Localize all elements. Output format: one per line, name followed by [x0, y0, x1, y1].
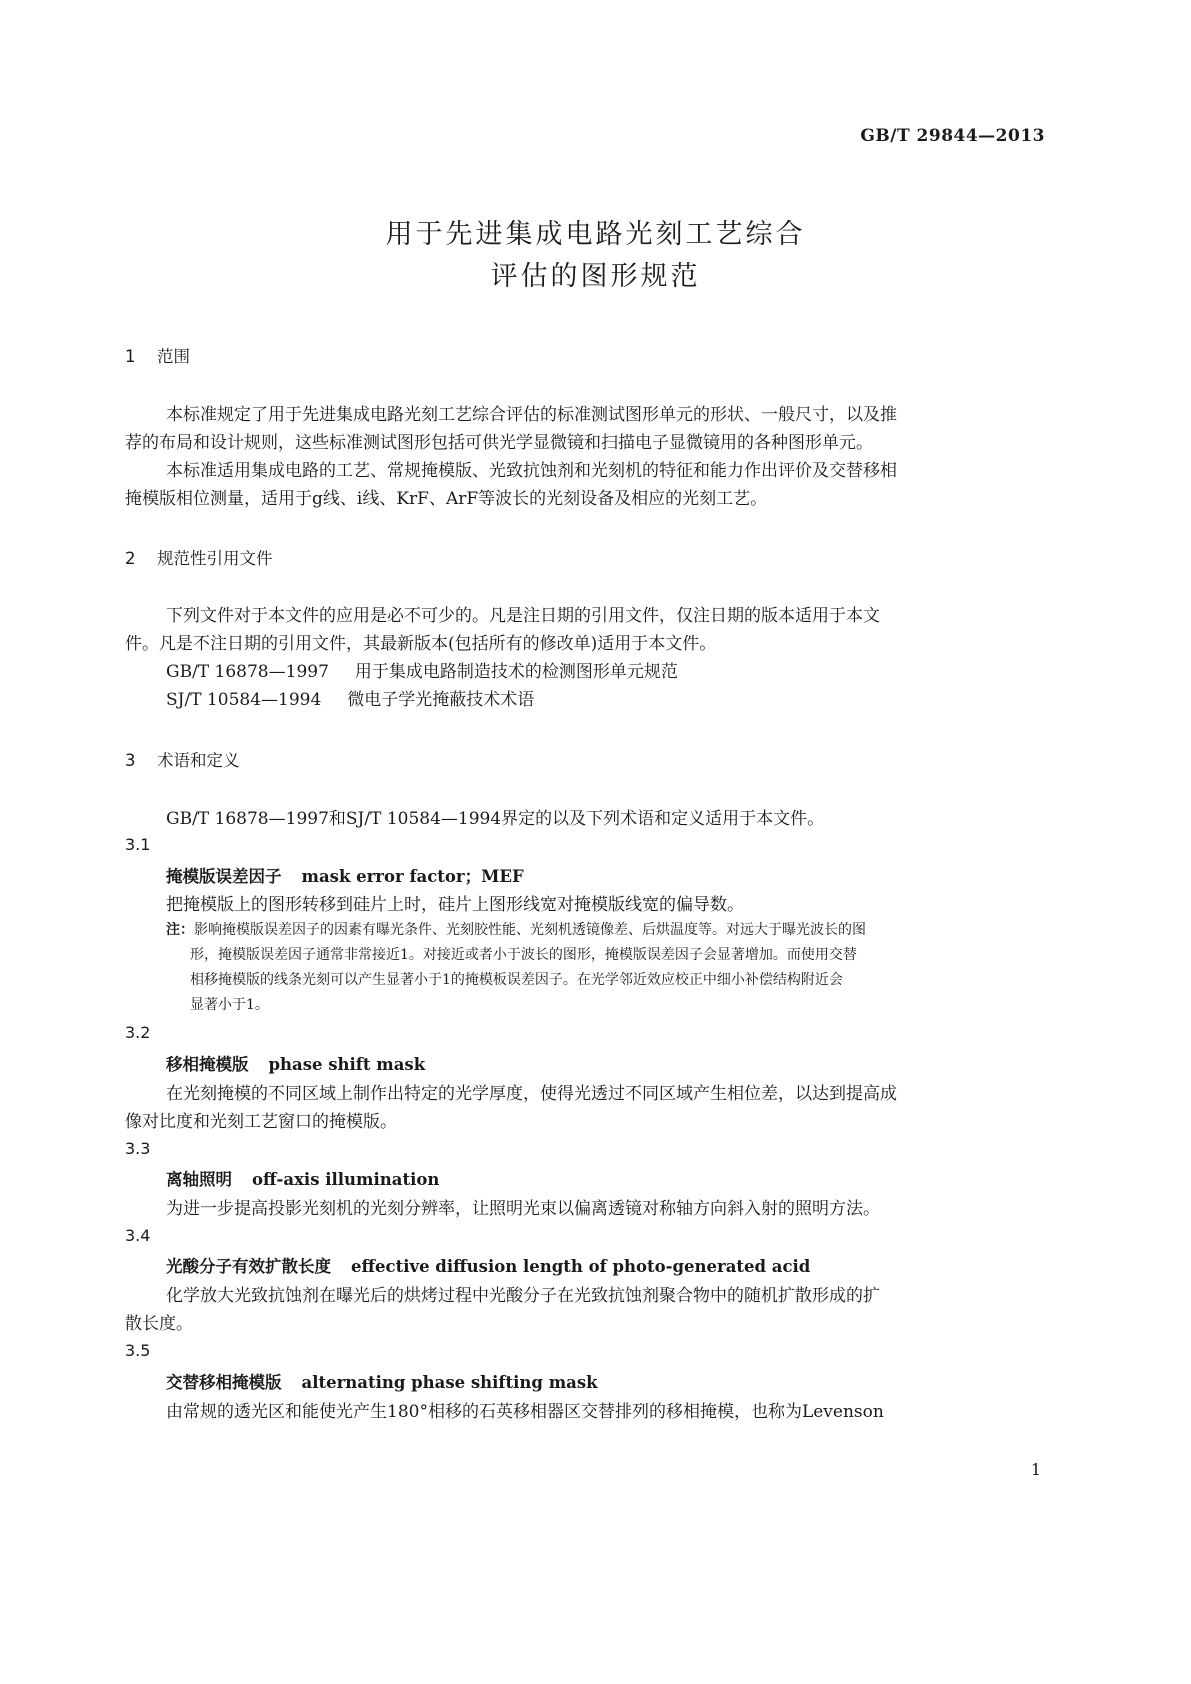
normative-reference	[166, 685, 534, 710]
section-number: 3	[125, 751, 136, 770]
term-definition: 在光刻掩模的不同区域上制作出特定的光学厚度，使得光透过不同区域产生相位差，以达到提高成	[166, 1084, 897, 1104]
document-title-line-2: 评估的图形规范	[490, 261, 701, 292]
term-english: off-axis illumination	[252, 1170, 440, 1189]
term-chinese: 交替移相掩模版	[166, 1373, 282, 1392]
term-number: 3.2	[125, 1023, 151, 1042]
term-heading	[166, 1051, 425, 1075]
normative-reference	[166, 657, 678, 682]
term-heading	[166, 1166, 439, 1190]
paragraph-line: 下列文件对于本文件的应用是必不可少的。凡是注日期的引用文件，仅注日期的版本适用于本文	[166, 606, 880, 626]
term-heading	[166, 1369, 598, 1393]
note-line: 形，掩模版误差因子通常非常接近1。对接近或者小于波长的图形，掩模版误差因子会显著增加。而使用交替	[190, 947, 857, 963]
section-2-heading	[125, 545, 273, 569]
section-1-heading	[125, 343, 190, 367]
reference-code: GB/T 16878—1997	[166, 662, 329, 682]
note	[166, 918, 866, 943]
term-definition: 散长度。	[125, 1314, 193, 1334]
term-chinese: 移相掩模版	[166, 1055, 249, 1074]
term-heading	[166, 1253, 810, 1277]
term-number: 3.3	[125, 1139, 151, 1158]
paragraph-line: 荐的布局和设计规则，这些标准测试图形包括可供光学显微镜和扫描电子显微镜用的各种图形单元。	[125, 433, 873, 453]
reference-title: 微电子学光掩蔽技术术语	[347, 690, 535, 710]
term-definition: 化学放大光致抗蚀剂在曝光后的烘烤过程中光酸分子在光致抗蚀剂聚合物中的随机扩散形成的扩	[166, 1286, 880, 1306]
term-number: 3.5	[125, 1341, 151, 1360]
section-number: 2	[125, 549, 136, 568]
term-english: effective diffusion length of photo-generated acid	[351, 1257, 811, 1276]
term-chinese: 光酸分子有效扩散长度	[166, 1257, 331, 1276]
paragraph-line: 掩模版相位测量，适用于g线、i线、KrF、ArF等波长的光刻设备及相应的光刻工艺。	[125, 489, 768, 509]
reference-title: 用于集成电路制造技术的检测图形单元规范	[354, 662, 678, 682]
page-number: 1	[1030, 1460, 1041, 1479]
section-title: 术语和定义	[157, 751, 240, 770]
term-definition: 把掩模版上的图形转移到硅片上时，硅片上图形线宽对掩模版线宽的偏导数。	[166, 895, 744, 915]
term-english: phase shift mask	[268, 1055, 426, 1074]
document-title-line-1: 用于先进集成电路光刻工艺综合	[385, 219, 806, 250]
note-line: 相移掩模版的线条光刻可以产生显著小于1的掩模板误差因子。在光学邻近效应校正中细小补偿结构附近会	[190, 972, 843, 988]
term-definition: 由常规的透光区和能使光产生180°相移的石英移相器区交替排列的移相掩模，也称为Levenson	[166, 1402, 884, 1422]
term-definition: 像对比度和光刻工艺窗口的掩模版。	[125, 1112, 397, 1132]
paragraph-line: GB/T 16878—1997和SJ/T 10584—1994界定的以及下列术语和定义适用于本文件。	[166, 809, 825, 829]
term-english: alternating phase shifting mask	[301, 1373, 598, 1392]
term-english: mask error factor；MEF	[301, 867, 524, 886]
section-number: 1	[125, 347, 136, 366]
section-title: 范围	[157, 347, 190, 366]
section-3-heading	[125, 747, 240, 771]
term-chinese: 离轴照明	[166, 1170, 232, 1189]
section-title: 规范性引用文件	[157, 549, 273, 568]
term-number: 3.4	[125, 1226, 151, 1245]
term-chinese: 掩模版误差因子	[166, 867, 282, 886]
reference-code: SJ/T 10584—1994	[166, 690, 322, 710]
note-line: 显著小于1。	[190, 997, 269, 1013]
standard-code: GB/T 29844—2013	[860, 126, 1045, 146]
term-definition: 为进一步提高投影光刻机的光刻分辨率，让照明光束以偏离透镜对称轴方向斜入射的照明方法。	[166, 1199, 880, 1219]
paragraph-line: 本标准规定了用于先进集成电路光刻工艺综合评估的标准测试图形单元的形状、一般尺寸，以及推	[166, 405, 897, 425]
note-line: 影响掩模版误差因子的因素有曝光条件、光刻胶性能、光刻机透镜像差、后烘温度等。对远大于曝光波长的图	[194, 922, 866, 938]
paragraph-line: 本标准适用集成电路的工艺、常规掩模版、光致抗蚀剂和光刻机的特征和能力作出评价及交替移相	[166, 461, 897, 481]
paragraph-line: 件。凡是不注日期的引用文件，其最新版本(包括所有的修改单)适用于本文件。	[125, 634, 717, 654]
term-number: 3.1	[125, 835, 151, 854]
note-label: 注：	[166, 922, 194, 938]
term-heading	[166, 863, 524, 887]
